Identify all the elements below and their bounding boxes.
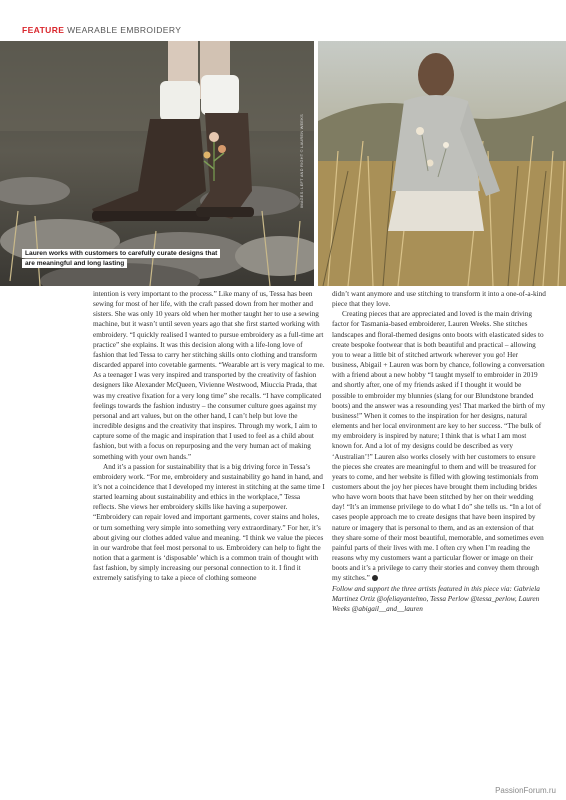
article-column-left [93,289,325,584]
paragraph [332,309,546,583]
photo-caption [22,249,222,268]
end-mark-icon [372,575,378,581]
section-label: FEATURE [22,25,65,35]
jacket-illustration [318,41,566,286]
watermark: PassionForum.ru [495,786,556,795]
jacket-photo [318,41,566,286]
paragraph: intention is very important to the process.” Like many of us, Tessa has been sewing for most of her life, with the craft passed down from her mother and sisters. She was only 10 years old when her mother taught her to use a sewing machine, but it wasn’t until seven years ago that she first started working with embroidery. “I quickly realised I wanted to pursue embroidery as a full-time art practice” she explains. It was this decision along with a life-long love of fashion that led Tessa to carry her stitching skills onto clothing and transform discarded apparel into covetable garments. “Wearable art is very magical to me. As a teenager I was very inspired and transported by the creativity of fashion designers like Alexander McQueen, Vivienne Westwood, Miuccia Prada, that was my creative fixation for a very long time” she recalls. “I have complicated feelings towards the fashion industry – the consumer culture goes against my personal and art values, but on the other hand, I can’t help but love the incredible designs and the creativity that inspires. Through my work, I aim to capture some of the magic and inspiration that I used to feel as a child about fashion, but with a focus on repurposing and the very human act of making something with your own hands.” [93,290,325,461]
photo-caption-text: Lauren works with customers to carefully curate designs that are meaningful and long lasting [22,249,220,268]
paragraph-text: Creating pieces that are appreciated and loved is the main driving factor for Tasmania-based embroiderer, Lauren Weeks. She stitches landscapes and floral-themed designs onto boots with elasticated sides to create bespoke footwear that is both beautiful and practical – allowing you to wear a little bit of stitched artwork wherever you go! Her business, Abigail + Lauren was born by chance, following a conversation with a friend about a new hobby “I taught myself to embroider in 2019 and shortly after, one of my friends asked if I thought it would be possible to embroider my blunnies (slang for our Blundstone branded boots) and the answer was a resounding yes! That marked the birth of my business!” When it comes to the inspiration for her designs, natural elements and her local environment are key to her success. “The bulk of my embroidery is inspired by nature; I think that is what I am most known for. And a lot of my designs could be described as very ‘Australian’!” Lauren also works closely with her customers to ensure the pieces she creates are meaningful to them and will be treasured for years to come, and her website is filled with glowing testimonials from customers about the joy her pieces have brought them including brides who have worn boots that have been stitched by her on their wedding day! “It’s an immense privilege to do what I do” she tells us. “In a lot of cases people approach me to create designs that have been inspired by nature or imagery that is personal to them, and as an extension of that they share some of their most beautiful, memorable, and sometimes even painful parts of their lives with me. I often cry when I’m reading the reasons why my customers want a particular flower or image on their boots and it’s a privilege to carry their stories and convey them through my stitches.” [332,310,546,583]
paragraph: And it’s a passion for sustainability that is a big driving force in Tessa’s embroidery work. “For me, embroidery and sustainability go hand in hand, and it’s not a coincidence that I developed my interest in stitching at the same time I started learning about sustainability and ethics in the workplace,” Tessa reflects. She views her embroidery skills like having a superpower. “Embroidery can repair loved and important garments, cover stains and holes, or turn something very simple into something very extraordinary.” For her, it’s about giving our clothes added value and meaning. “I think we value the pieces in our wardrobe that feel most personal to us. Embroidery can help to fight the notion that a garment is ‘disposable’ which is a common train of thought with fast fashion, by simply increasing our personal connection to it. I find it extremely satisfying to take a piece of clothing someone [93,462,325,583]
section-header [22,25,181,35]
photo-credit: IMAGES: LEFT AND RIGHT © LAUREN WEEKS [300,114,304,208]
paragraph: didn’t want anymore and use stitching to transform it into a one-of-a-kind piece that they love. [332,290,546,309]
article-column-right [332,289,546,614]
follow-note: Follow and support the three artists featured in this piece via: Gabriela Martinez Ortiz @ofeliayantelmo, Tessa Perlow @tessa_perlow, Lauren Weeks @abigail__and__lauren [332,584,540,613]
section-topic: WEARABLE EMBROIDERY [67,25,182,35]
